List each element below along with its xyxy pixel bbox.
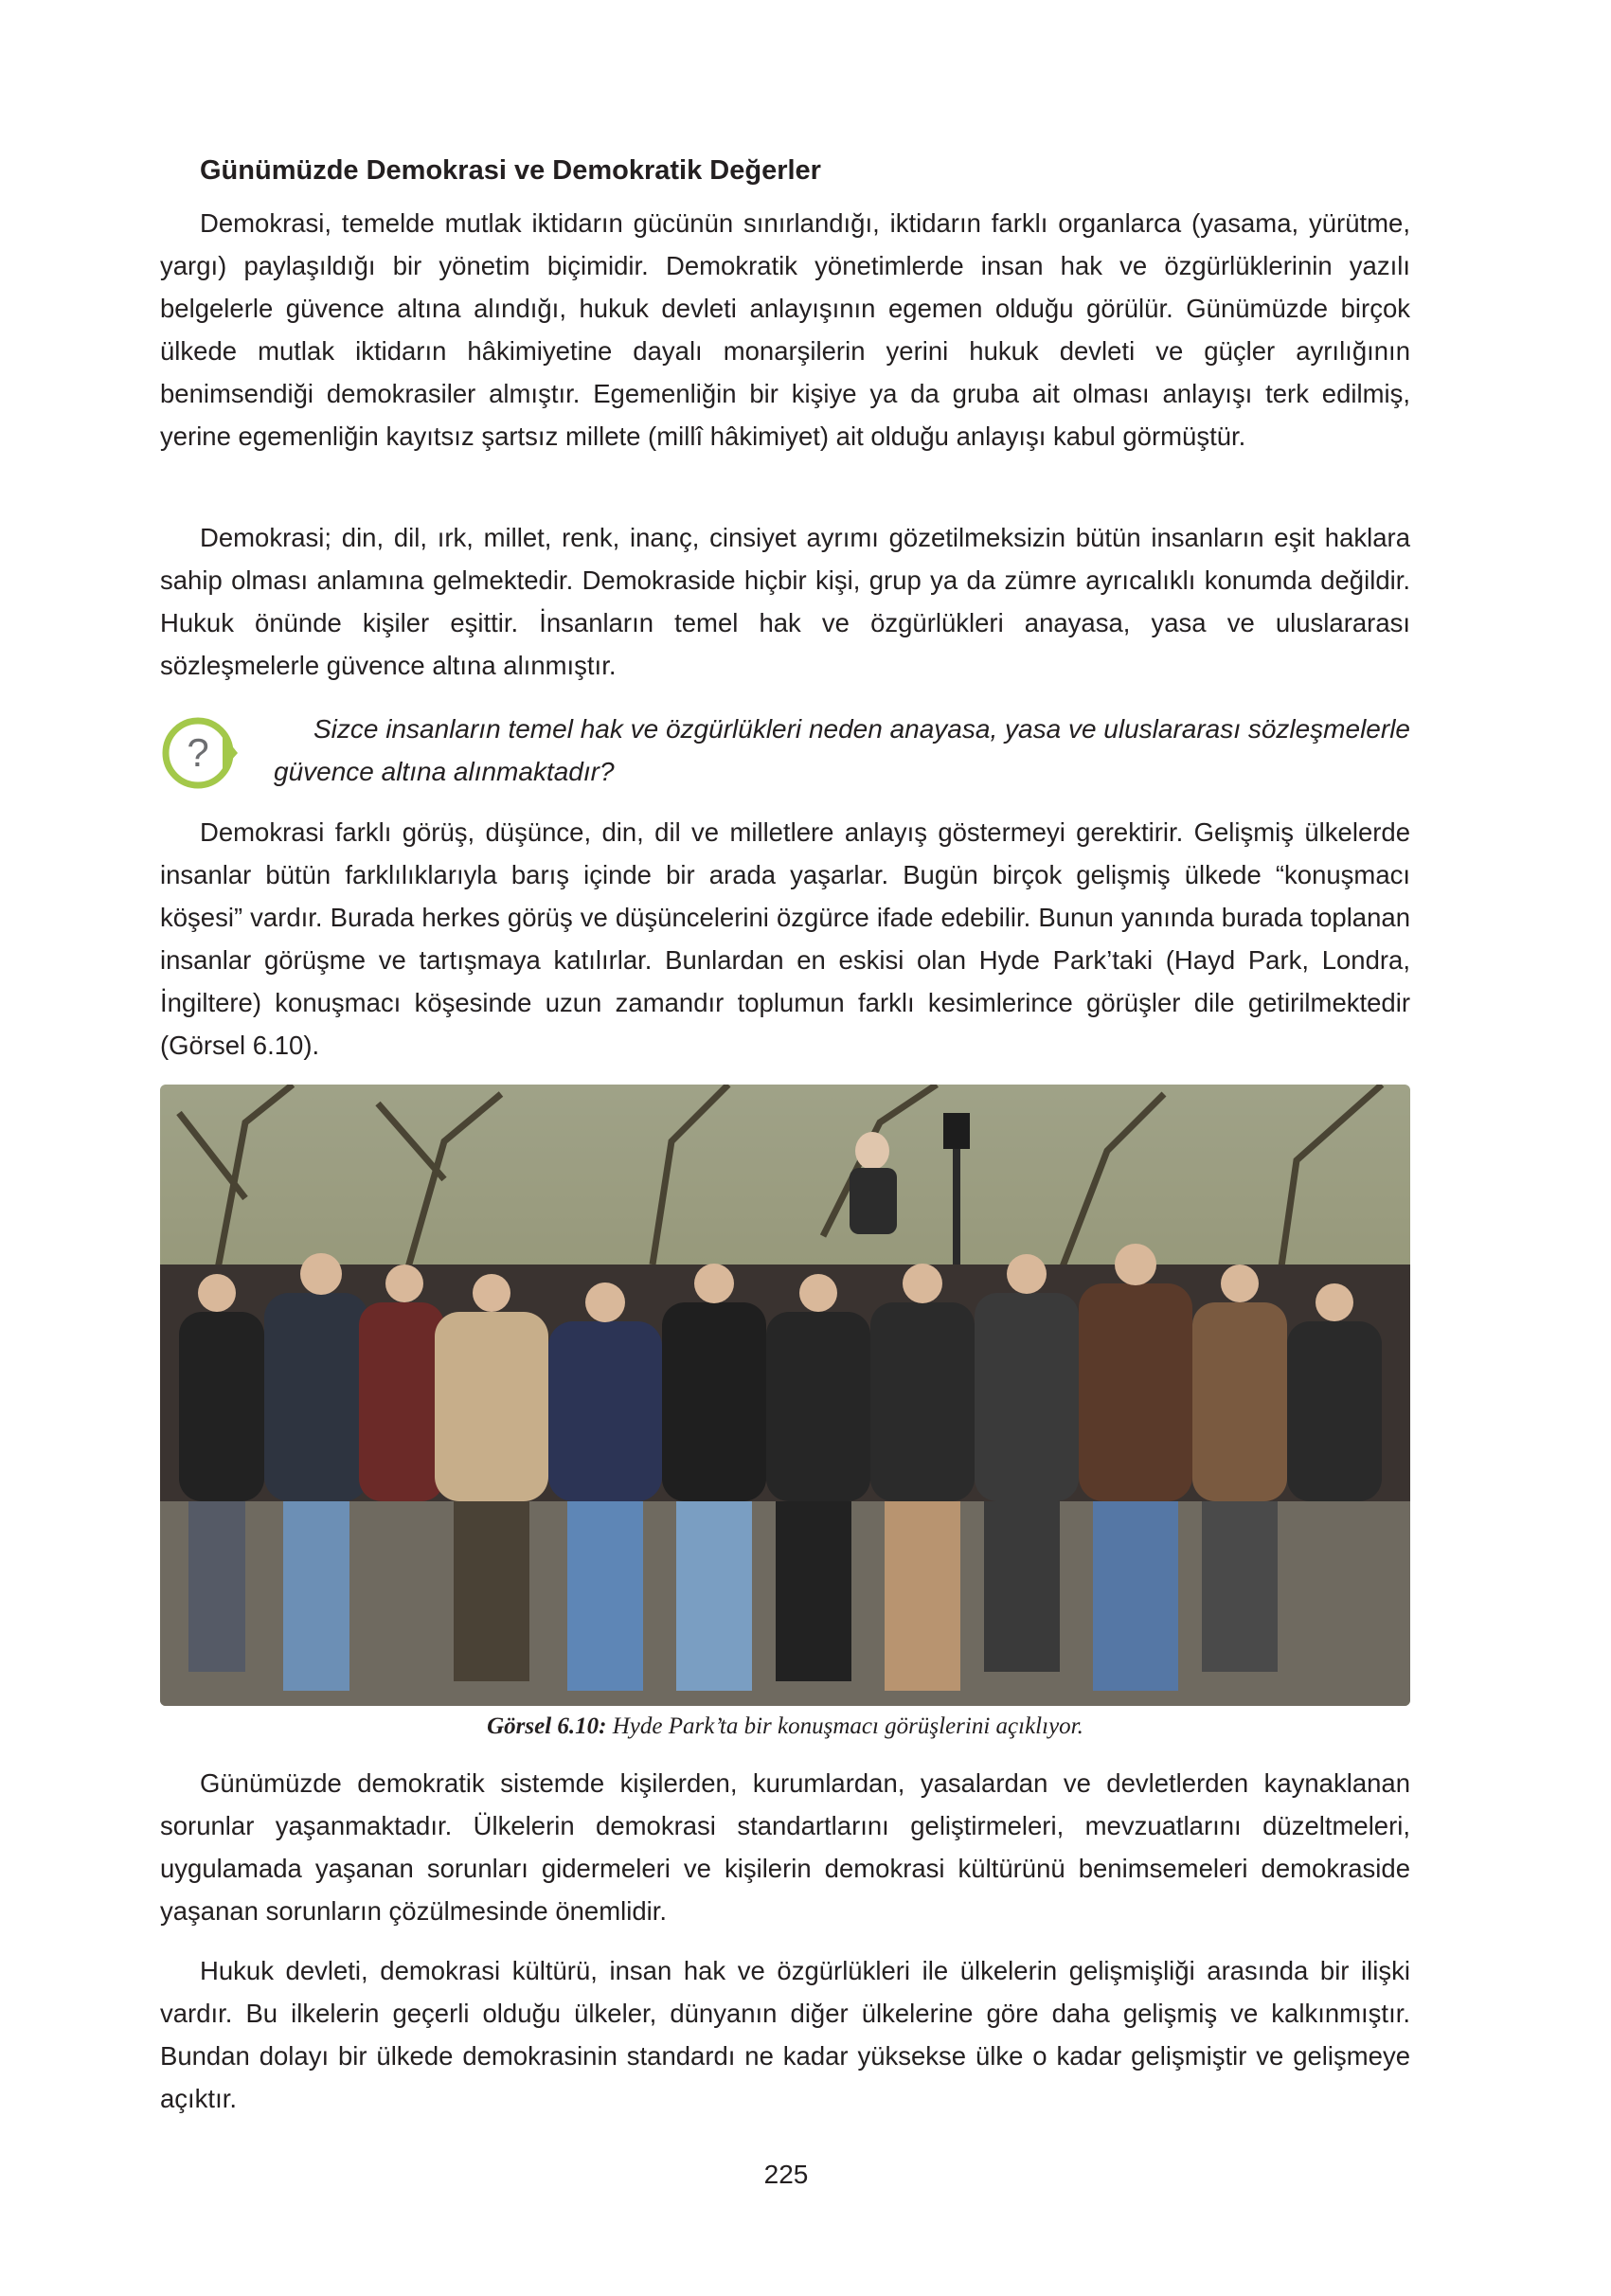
question-mark-icon xyxy=(160,713,240,793)
paragraph-speakers-corner: Demokrasi farklı görüş, düşünce, din, dil ve milletlere anlayış göstermeyi gerektirir. Gelişmiş ülkelerde insanlar bütün farklılıklarıyla barış içinde bir arada yaşarlar. Bugün birçok gelişmiş ülkede “konuşmacı köşesi” vardır. Burada herkes görüş ve düşüncelerini özgürce ifade edebilir. Bunun yanında burada toplanan insanlar görüşme ve tartışmaya katılırlar. Bunlardan en eskisi olan Hyde Park’taki (Hayd Park, Londra, İngiltere) konuşmacı köşesinde uzun zamandır toplumun farklı kesimlerince görüşler dile getirilmektedir (Görsel 6.10). xyxy=(160,817,1410,1060)
paragraph-rule-of-law: Hukuk devleti, demokrasi kültürü, insan hak ve özgürlükleri ile ülkelerin gelişmişliği arasında bir ilişki vardır. Bu ilkelerin geçerli olduğu ülkeler, dünyanın diğer ülkelerine göre daha gelişmiş ve kalkınmıştır. Bundan dolayı bir ülkede demokrasinin standardı ne kadar yüksekse ülke o kadar gelişmiştir ve gelişmeye açıktır. xyxy=(160,1956,1410,2113)
page-number: 225 xyxy=(763,2160,809,2189)
question-box xyxy=(160,708,1410,802)
hyde-park-photo xyxy=(160,1085,1410,1706)
figure-caption xyxy=(160,1711,1410,1743)
section-heading: Günümüzde Demokrasi ve Demokratik Değerler xyxy=(200,155,821,186)
caption-label: Görsel 6.10: xyxy=(487,1713,607,1739)
paragraph-problems: Günümüzde demokratik sistemde kişilerden, kurumlardan, yasalardan ve devletlerden kaynaklanan sorunlar yaşanmaktadır. Ülkelerin demokrasi standartlarını geliştirmeleri, mevzuatlarını düzeltmeleri, uygulamada yaşanan sorunları gidermeleri ve kişilerin demokrasi kültürünü benimsemeleri demokraside yaşanan sorunların çözülmesinde önemlidir. xyxy=(160,1768,1410,1926)
question-text: Sizce insanların temel hak ve özgürlükleri neden anayasa, yasa ve uluslararası sözleşmelerle güvence altına alınmaktadır? xyxy=(274,714,1410,786)
paragraph-equal-rights: Demokrasi; din, dil, ırk, millet, renk, inanç, cinsiyet ayrımı gözetilmeksizin bütün insanların eşit haklara sahip olması anlamına gelmektedir. Demokraside hiçbir kişi, grup ya da zümre ayrıcalıklı konumda değildir. Hukuk önünde kişiler eşittir. İnsanların temel hak ve özgürlükleri anayasa, yasa ve uluslararası sözleşmelerle güvence altına alınmıştır. xyxy=(160,523,1410,680)
svg-text:?: ? xyxy=(187,730,209,775)
hyde-park-illustration xyxy=(160,1085,1410,1706)
caption-text: Hyde Park’ta bir konuşmacı görüşlerini açıklıyor. xyxy=(606,1713,1083,1739)
paragraph-democracy-definition: Demokrasi, temelde mutlak iktidarın gücünün sınırlandığı, iktidarın farklı organlarca (yasama, yürütme, yargı) paylaşıldığı bir yönetim biçimidir. Demokratik yönetimlerde insan hak ve özgürlüklerinin yazılı belgelerle güvence altına alındığı, hukuk devleti anlayışının egemen olduğu görülür. Günümüzde birçok ülkede mutlak iktidarın hâkimiyetine dayalı monarşilerin yerini hukuk devleti ve güçler ayrılığının benimsendiği demokrasiler almıştır. Egemenliğin bir kişiye ya da gruba ait olması anlayışı terk edilmiş, yerine egemenliğin kayıtsız şartsız millete (millî hâkimiyet) ait olduğu anlayışı kabul görmüştür. xyxy=(160,208,1410,451)
